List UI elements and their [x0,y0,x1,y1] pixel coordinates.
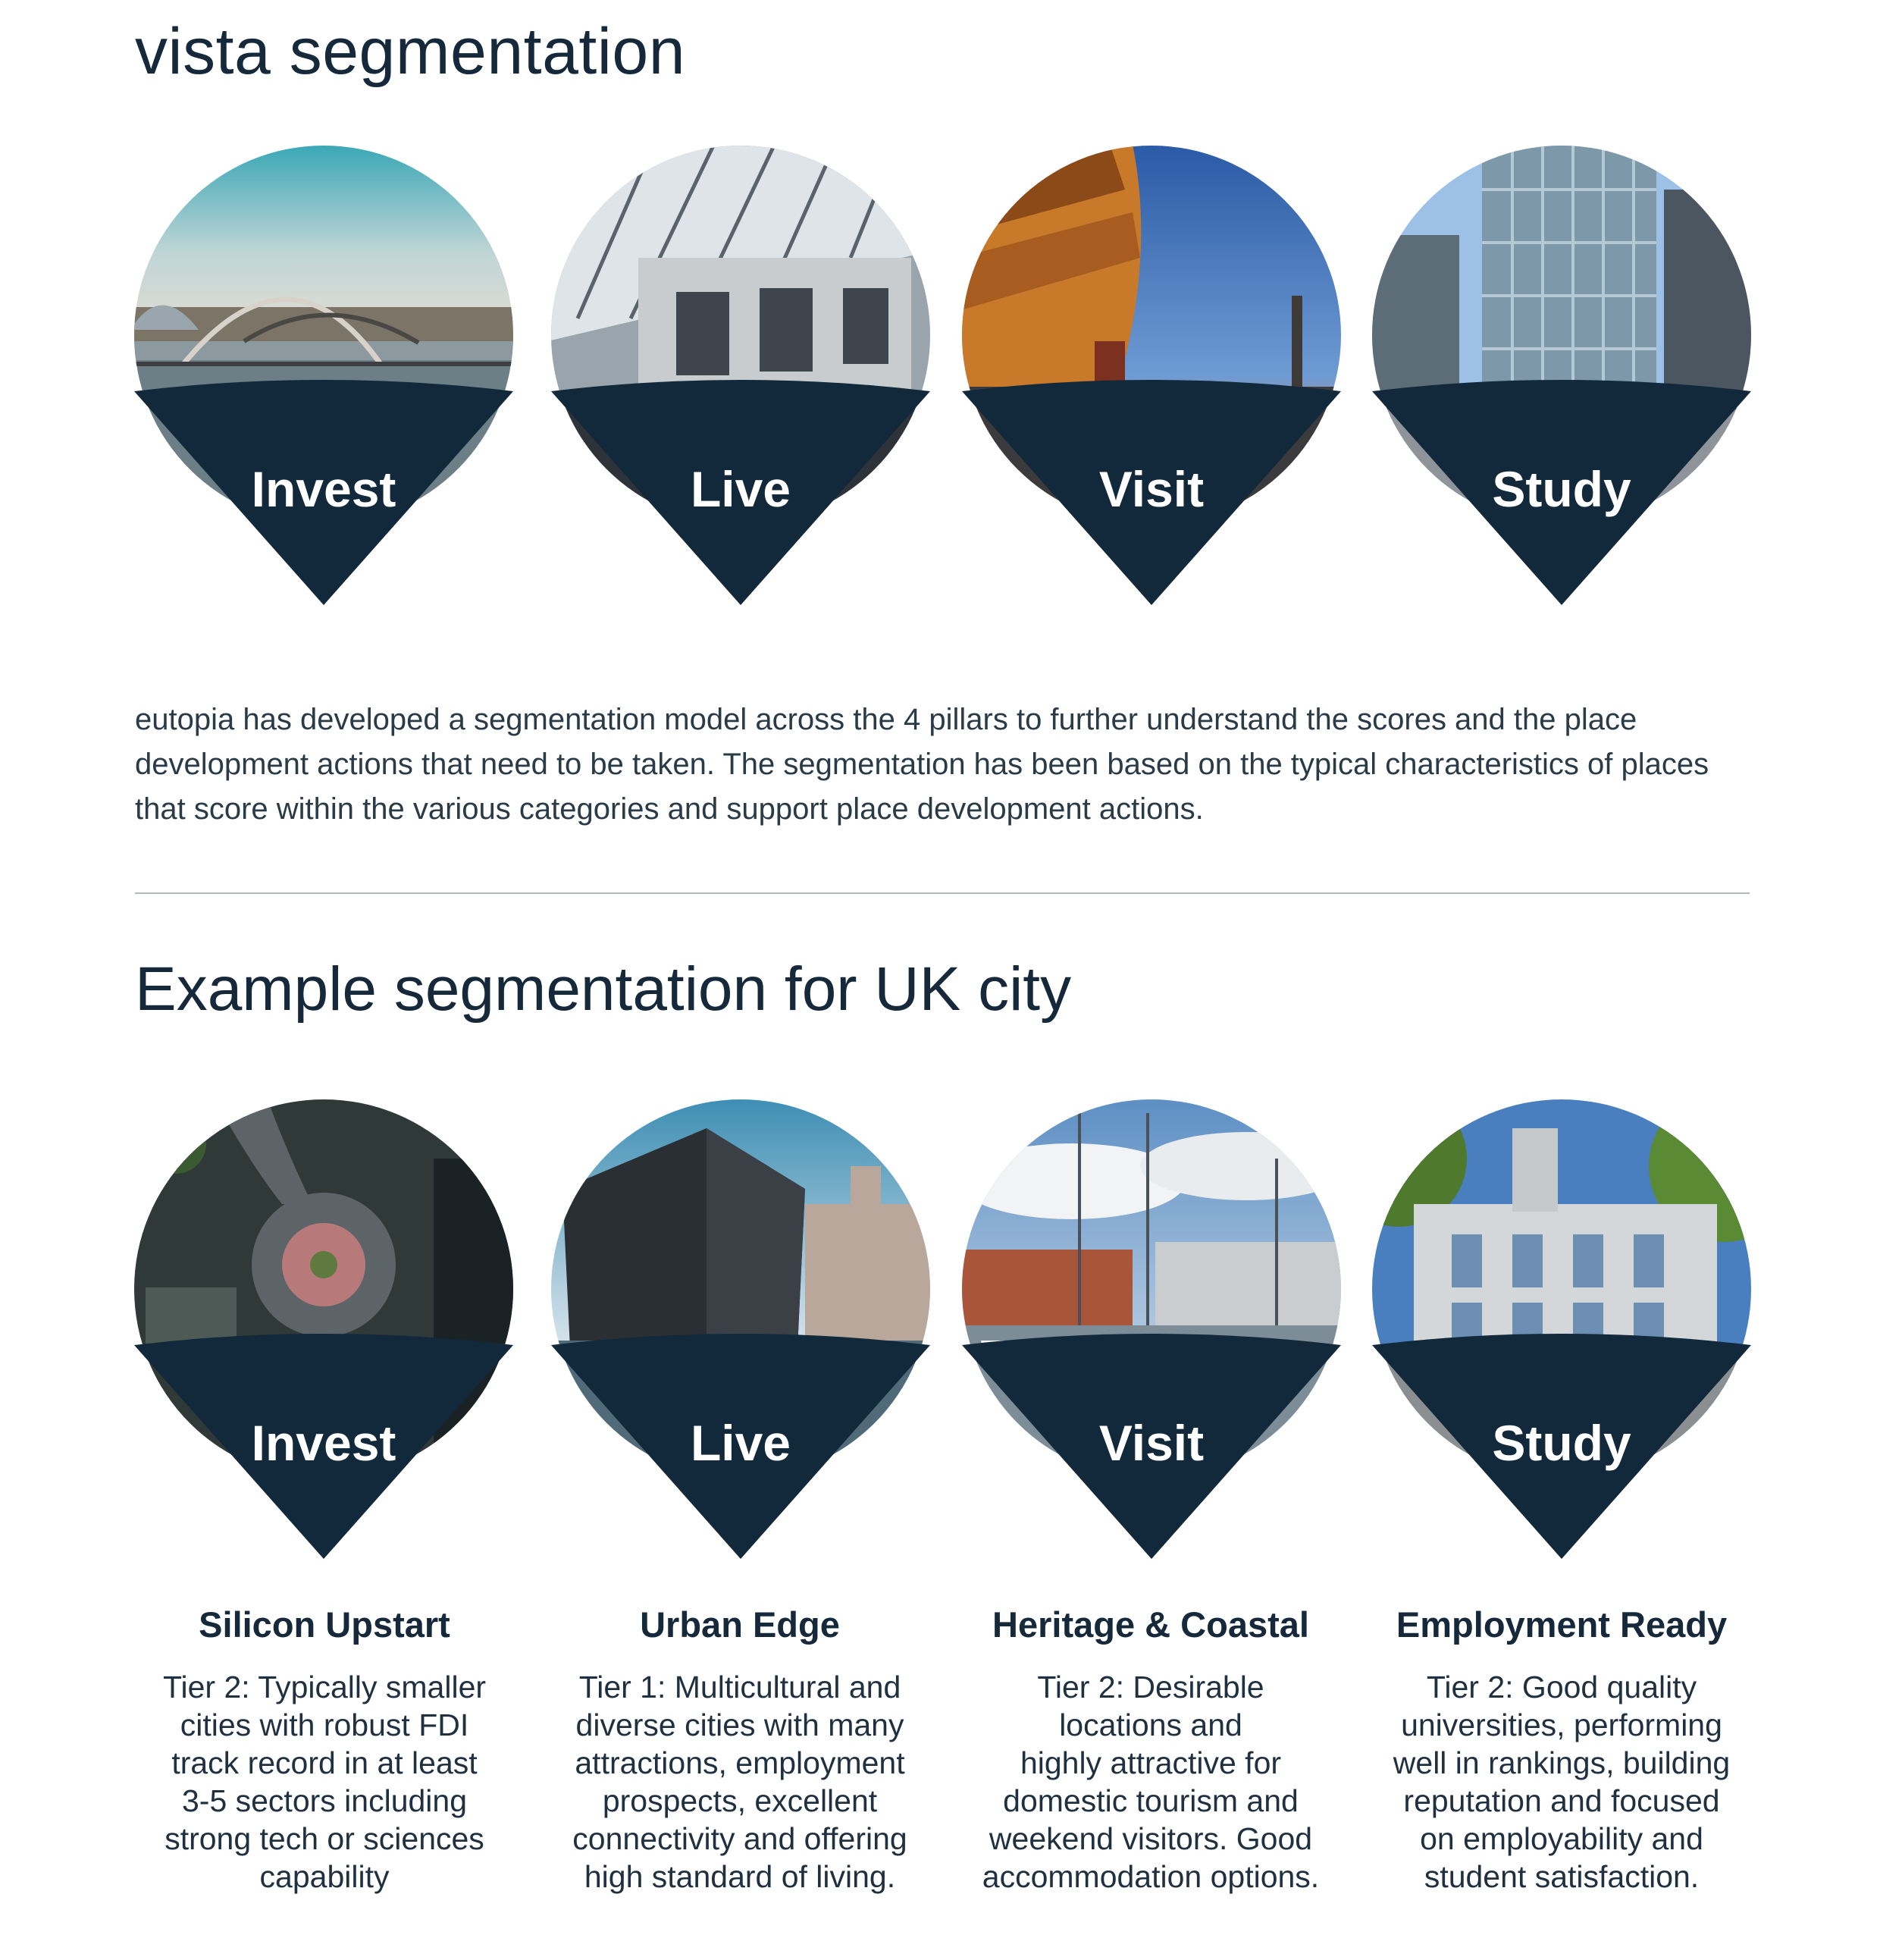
university-building-photo [1368,1098,1755,1568]
pin-label: Live [690,461,791,517]
divider [135,892,1750,894]
pin-label: Study [1492,461,1631,517]
millennium-centre-photo [958,144,1345,614]
pin-invest [130,144,517,614]
pin-study [1368,144,1755,614]
glass-building-photo [1368,144,1755,614]
pin-label: Study [1492,1415,1631,1471]
waterfront-buildings-photo [547,1098,934,1568]
segment-heritage-coastal [954,1598,1348,1896]
segment-description: Tier 2: Good quality universities, performing well in rankings, building reputation and focused on employability and student satisfaction. [1393,1670,1731,1894]
segment-name: Employment Ready [1396,1604,1728,1645]
pin-label: Invest [251,1415,396,1471]
roundabout-aerial-photo [130,1098,517,1568]
pin-visit [958,144,1345,614]
segment-employment-ready [1365,1598,1759,1896]
segment-name: Silicon Upstart [199,1604,450,1645]
arcade-photo [547,144,934,614]
pin-live [547,1098,934,1568]
bridge-photo [130,144,517,614]
segment-description: Tier 1: Multicultural and diverse cities with many attractions, employment prospects, excellent connectivity and offering high standard of living. [572,1670,907,1894]
segment-urban-edge [543,1598,937,1896]
segment-description: Tier 2: Desirable locations and highly attractive for domestic tourism and weekend visitors. Good accommodation options. [982,1670,1320,1894]
pin-label: Invest [251,461,396,517]
pin-label: Live [690,1415,791,1471]
pin-study [1368,1098,1755,1568]
segment-name: Urban Edge [640,1604,840,1645]
pin-label: Visit [1098,461,1205,517]
pillars-row [0,144,1880,614]
section-title: Example segmentation for UK city [135,955,1072,1024]
segment-silicon-upstart [127,1598,522,1896]
segment-name: Heritage & Coastal [992,1604,1309,1645]
pin-label: Visit [1098,1415,1205,1471]
segment-description: Tier 2: Typically smaller cities with robust FDI track record in at least 3-5 sectors including strong tech or sciences capability [162,1670,487,1894]
pin-live [547,144,934,614]
pin-visit [958,1098,1345,1568]
intro-paragraph: eutopia has developed a segmentation model across the 4 pillars to further understand the scores and the place development actions that need to be taken. The segmentation has been based on the typical characteristics of places that score within the various categories and support place development actions. [135,703,1709,826]
example-pins-row [0,1098,1880,1568]
pin-invest [130,1098,517,1568]
marina-photo [958,1098,1345,1568]
page-title: vista segmentation [135,15,686,88]
